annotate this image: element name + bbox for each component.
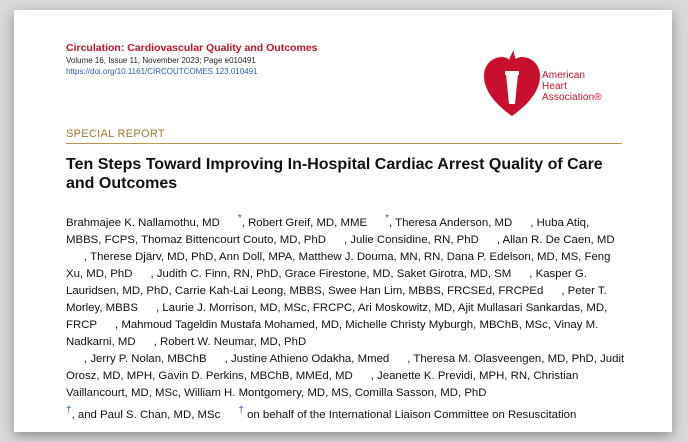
section-divider	[66, 143, 622, 144]
author-text: Brahmajee K. Nallamothu, MD	[66, 216, 220, 229]
section-label: SPECIAL REPORT	[66, 128, 165, 140]
author-footnote-mark[interactable]: *	[237, 213, 242, 224]
aha-logo-text	[542, 70, 602, 103]
logo-line-3: Association®	[542, 92, 602, 103]
aha-logo	[482, 44, 622, 124]
author-footnote-mark[interactable]: †	[66, 404, 72, 416]
author-text: , Mahmoud Tageldin Mustafa Mohamed, MD, Michelle Christy Myburgh, MBChB, MSc, Vinay M. Nadkarni, MD	[66, 318, 599, 348]
author-text: , Kasper G. Lauridsen, MD, PhD, Carrie Kah-Lai Leong, MBBS, Swee Han Lim, MBBS, FRCSEd, FRCPEd	[66, 267, 587, 297]
author-text: , Allan R. De Caen, MD	[496, 233, 615, 246]
author-text: , Laurie J. Morrison, MD, MSc, FRCPC, Ari Moskowitz, MD, Ajit Mullasari Sankardas, MD, FRCP	[66, 301, 608, 331]
author-text: , Robert Greif, MD, MME	[241, 216, 368, 229]
author-text: , Therese Djärv, MD, PhD, Ann Doll, MPA, Matthew J. Douma, MN, RN, Dana P. Edelson, MD, MS, Feng Xu, MD, PhD	[66, 250, 611, 280]
author-text: , Judith C. Finn, RN, PhD, Grace Firestone, MD, Saket Girotra, MD, SM	[150, 267, 512, 280]
author-text: , Theresa M. Olasveengen, MD, PhD, Judit Orosz, MD, MPH, Gavin D. Perkins, MBChB, MMEd, MD	[66, 352, 625, 382]
author-footnote-mark[interactable]: *	[385, 213, 389, 224]
volume-info: Volume 16, Issue 11, November 2023; Page e010491	[66, 56, 256, 65]
author-list	[66, 210, 626, 424]
author-text: , Julie Considine, RN, PhD	[343, 233, 479, 246]
journal-name[interactable]: Circulation: Cardiovascular Quality and Outcomes	[66, 42, 318, 54]
author-text: , Huba Atiq, MBBS, FCPS, Thomaz Bittencourt Couto, MD, PhD	[66, 216, 590, 246]
author-text: , and Paul S. Chan, MD, MSc	[71, 408, 221, 421]
author-footnote-mark[interactable]: †	[238, 404, 244, 416]
article-page	[14, 10, 672, 432]
author-text: , Theresa Anderson, MD	[388, 216, 513, 229]
author-text: , Jeanette K. Previdi, MPH, RN, Christian Vaillancourt, MD, MSc, William H. Montgomery, MD, MS, Comilla Sasson, MD, PhD	[66, 369, 579, 399]
article-title: Ten Steps Toward Improving In-Hospital Cardiac Arrest Quality of Care and Outcomes	[66, 156, 603, 192]
logo-line-1: American	[542, 70, 586, 81]
heart-torch-icon	[482, 44, 542, 124]
author-text: , Justine Athieno Odakha, Mmed	[224, 352, 390, 365]
author-text: , Jerry P. Nolan, MBChB	[84, 352, 207, 365]
author-text: , Robert W. Neumar, MD, PhD	[153, 335, 307, 348]
logo-line-2: Heart	[542, 81, 567, 92]
author-text: , Peter T. Morley, MBBS	[66, 284, 607, 314]
doi-link[interactable]: https://doi.org/10.1161/CIRCOUTCOMES.123.010491	[66, 67, 258, 76]
author-text: on behalf of the International Liaison Committee on Resuscitation	[243, 408, 577, 421]
